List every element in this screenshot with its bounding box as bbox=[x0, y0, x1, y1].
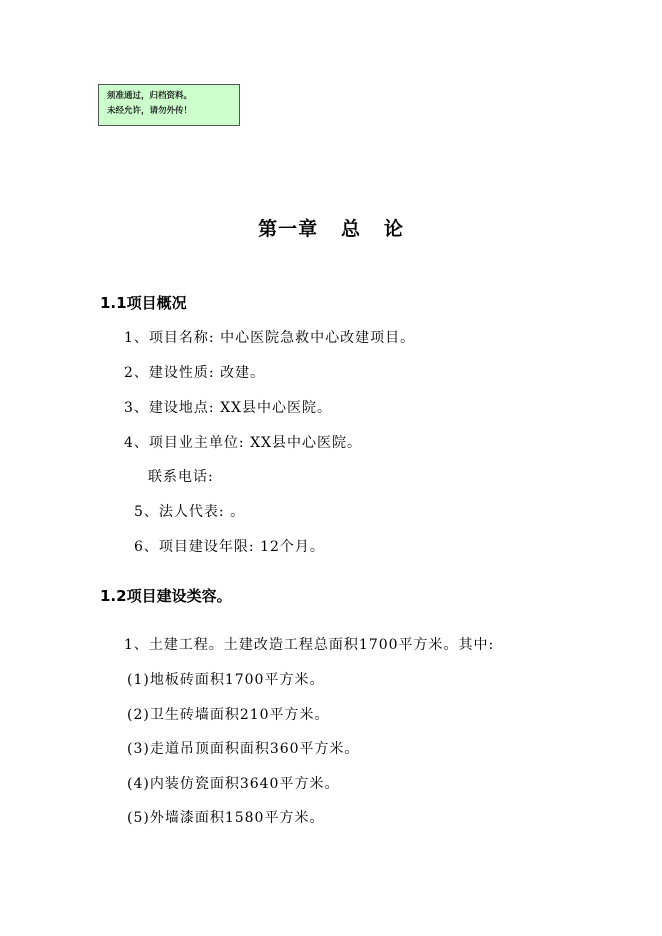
content-item-exterior-paint: (5)外墙漆面积1580平方米。 bbox=[127, 810, 325, 826]
overview-item-nature: 2、建设性质: 改建。 bbox=[124, 365, 266, 381]
overview-item-location: 3、建设地点: XX县中心医院。 bbox=[124, 400, 333, 416]
content-intro: 1、土建工程。土建改造工程总面积1700平方米。其中: bbox=[124, 637, 495, 653]
notice-box bbox=[98, 84, 240, 126]
content-item-wall-tile: (2)卫生砖墙面积210平方米。 bbox=[127, 707, 330, 723]
overview-item-legal-rep: 5、法人代表: 。 bbox=[134, 504, 246, 520]
overview-item-phone: 联系电话: bbox=[148, 469, 214, 485]
content-item-interior-paint: (4)内装仿瓷面积3640平方米。 bbox=[127, 776, 340, 792]
chapter-title: 第一章 总 论 bbox=[258, 218, 404, 240]
notice-line-1: 须准通过，归档资料。 bbox=[107, 91, 193, 101]
overview-item-duration: 6、项目建设年限: 12个月。 bbox=[134, 539, 325, 555]
section-heading-overview: 1.1项目概况 bbox=[100, 294, 187, 312]
overview-item-name: 1、项目名称: 中心医院急救中心改建项目。 bbox=[124, 330, 416, 346]
content-item-floor-tile: (1)地板砖面积1700平方米。 bbox=[127, 672, 325, 688]
section-heading-content: 1.2项目建设类容。 bbox=[100, 587, 232, 605]
notice-line-2: 未经允许，请勿外传！ bbox=[107, 106, 193, 116]
overview-item-owner: 4、项目业主单位: XX县中心医院。 bbox=[124, 435, 363, 451]
content-item-ceiling: (3)走道吊顶面积面积360平方米。 bbox=[127, 741, 360, 757]
